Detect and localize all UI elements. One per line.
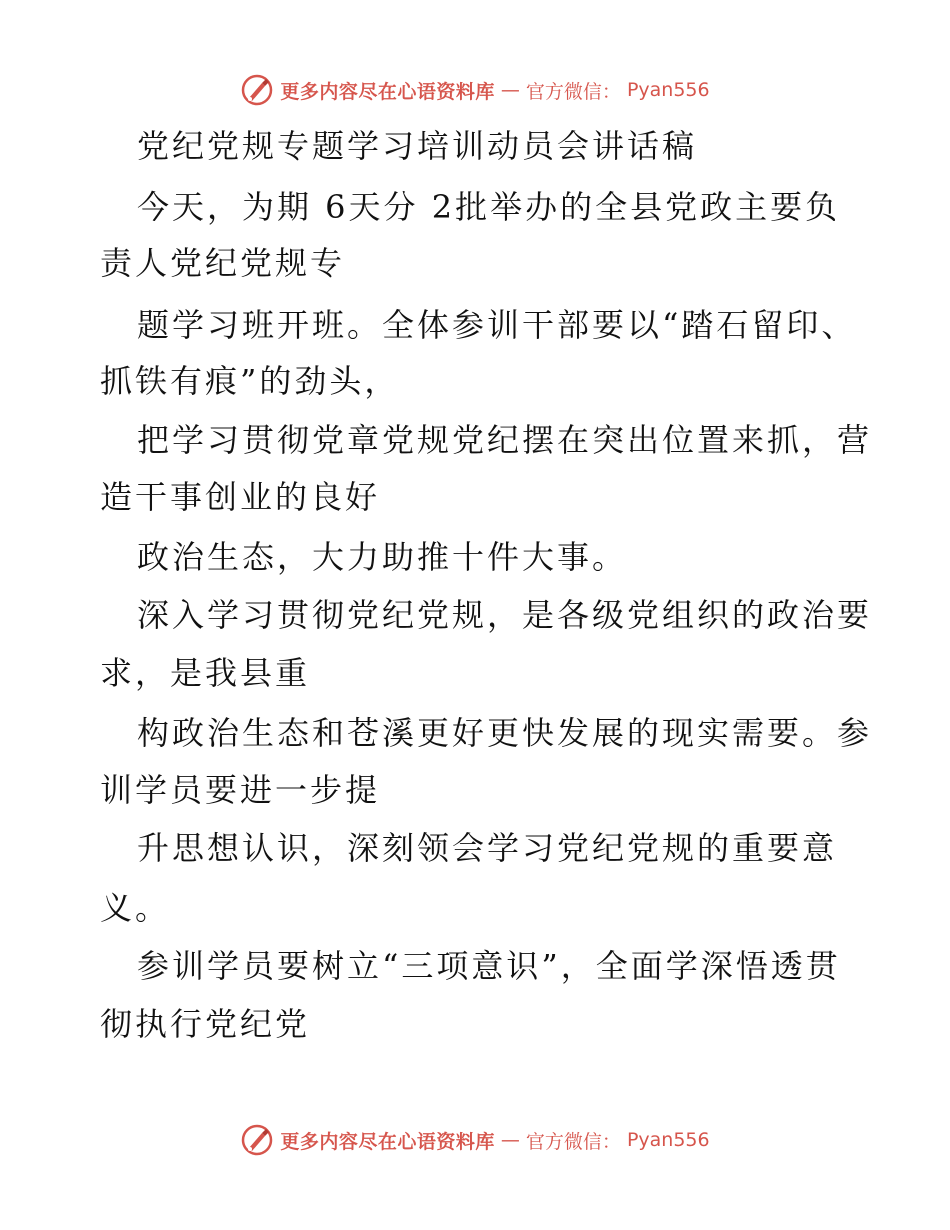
paragraph-line: 训学员要进一步提 [100, 771, 381, 809]
paragraph-line: 求，是我县重 [100, 654, 311, 692]
pen-logo-icon [240, 1123, 274, 1157]
site-name: 更多内容尽在心语资料库 [280, 80, 495, 103]
paragraph-line: 升思想认识，深刻领会学习党纪党规的重要意 [137, 829, 838, 867]
paragraph-line: 彻执行党纪党 [100, 1005, 311, 1043]
site-name: 更多内容尽在心语资料库 [280, 1130, 495, 1153]
document-title: 党纪党规专题学习培训动员会讲话稿 [137, 127, 698, 165]
paragraph-line: 造干事创业的良好 [100, 478, 381, 516]
paragraph-line: 责人党纪党规专 [100, 244, 346, 282]
banner-dash: — [500, 79, 520, 101]
wechat-id: Pyan556 [626, 79, 710, 101]
header-watermark [0, 70, 950, 110]
footer-watermark [0, 1120, 950, 1160]
pen-logo-icon [240, 73, 274, 107]
wechat-label: 官方微信： [525, 1130, 621, 1153]
paragraph-line: 政治生态，大力助推十件大事。 [137, 538, 628, 576]
paragraph-line: 深入学习贯彻党纪党规，是各级党组织的政治要 [137, 596, 873, 634]
paragraph-line: 题学习班开班。全体参训干部要以“踏石留印、 [137, 306, 857, 344]
wechat-id: Pyan556 [626, 1129, 710, 1151]
paragraph-line: 抓铁有痕”的劲头， [100, 362, 400, 400]
paragraph-line: 义。 [100, 889, 171, 927]
paragraph-line: 构政治生态和苍溪更好更快发展的现实需要。参 [137, 714, 873, 752]
wechat-label: 官方微信： [525, 80, 621, 103]
paragraph-line: 参训学员要树立“三项意识”，全面学深悟透贯 [137, 947, 841, 985]
paragraph-line: 把学习贯彻党章党规党纪摆在突出位置来抓，营 [137, 421, 873, 459]
paragraph-line: 今天，为期 6天分 2批举办的全县党政主要负 [137, 188, 841, 226]
banner-dash: — [500, 1129, 520, 1151]
